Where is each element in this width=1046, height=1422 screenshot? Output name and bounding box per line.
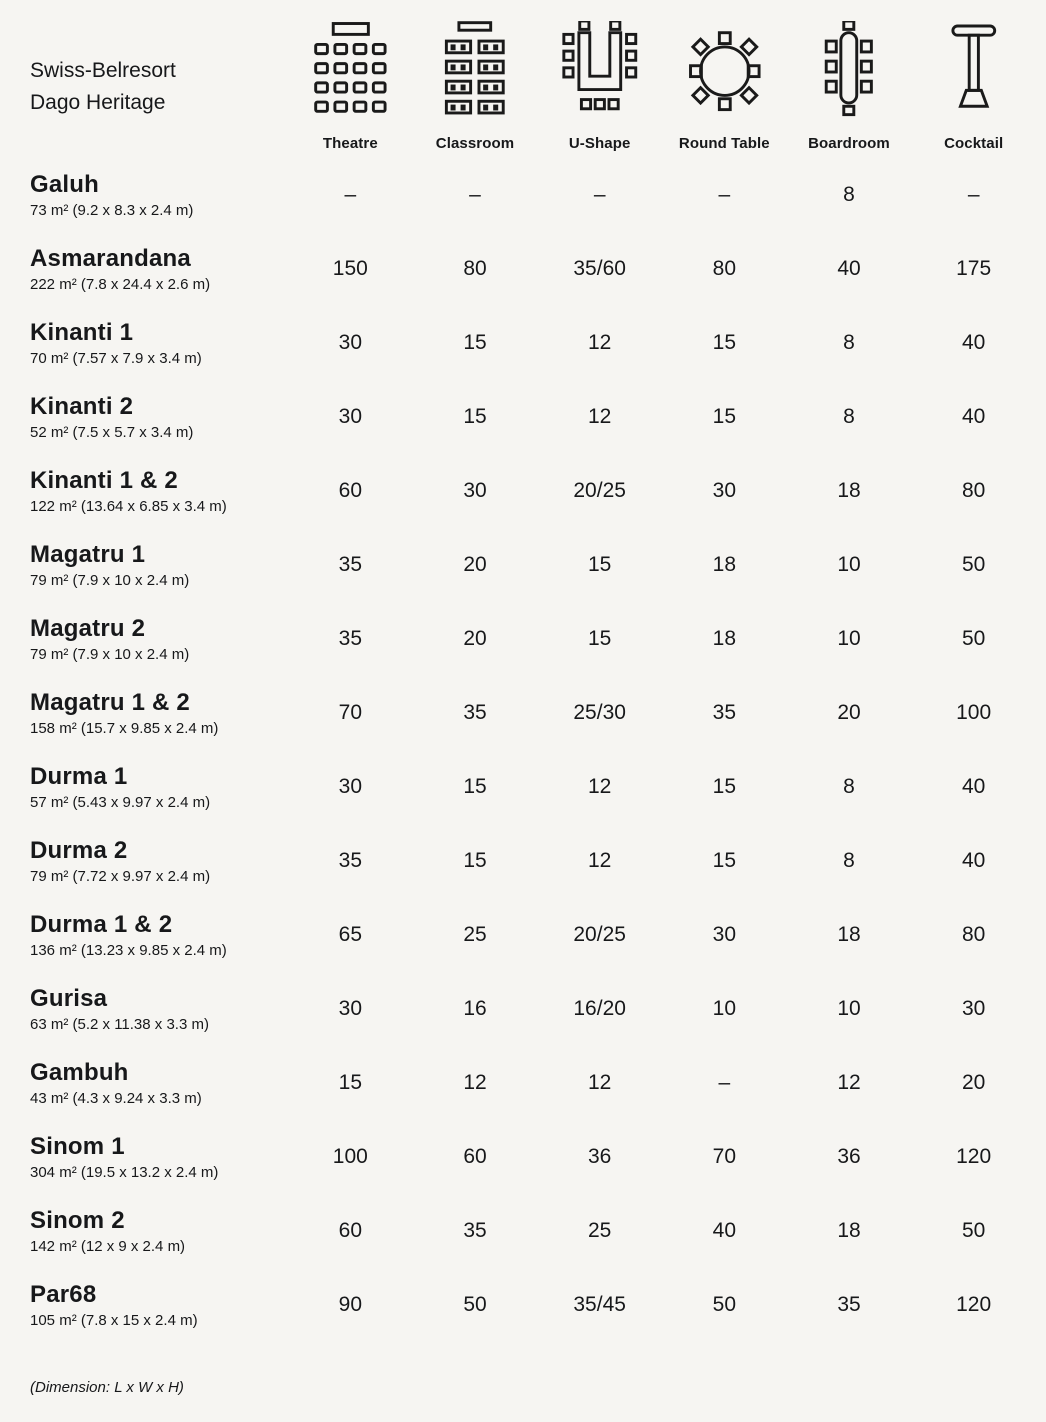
column-label: Cocktail (944, 135, 1004, 152)
column-label: U-Shape (568, 135, 631, 152)
capacity-value: 35 (712, 701, 736, 724)
capacity-value: 50 (961, 1219, 986, 1242)
column-header-u-shape (537, 0, 662, 158)
room-name: Magatru 1 (30, 541, 146, 568)
capacity-value: 30 (338, 405, 362, 428)
capacity-value: 20/25 (573, 479, 626, 502)
capacity-value: 10 (837, 997, 861, 1020)
room-name: Gurisa (30, 985, 108, 1012)
capacity-value: 150 (332, 257, 368, 280)
room-name: Sinom 1 (30, 1133, 125, 1160)
capacity-value: 15 (463, 849, 487, 872)
room-name: Kinanti 1 (30, 319, 134, 346)
u-shape-icon (558, 21, 642, 123)
capacity-value: 15 (463, 405, 487, 428)
room-name: Durma 2 (30, 837, 128, 864)
room-name: Asmarandana (30, 245, 191, 272)
table-row (30, 1194, 1036, 1268)
table-row (30, 454, 1036, 528)
capacity-value: 12 (837, 1071, 861, 1094)
capacity-value: 30 (712, 923, 736, 946)
capacity-value: 35 (338, 627, 362, 650)
room-cell (30, 319, 288, 367)
table-row (30, 380, 1036, 454)
room-cell (30, 467, 288, 515)
room-cell (30, 393, 288, 441)
table-row (30, 972, 1036, 1046)
column-header-round-table (662, 0, 787, 158)
capacity-value: 100 (956, 701, 992, 724)
footer (30, 1342, 1036, 1422)
room-dimension: 43 m² (4.3 x 9.24 x 3.3 m) (30, 1090, 202, 1107)
capacity-value: – (469, 183, 481, 206)
capacity-value: 18 (837, 1219, 861, 1242)
capacity-value: 15 (712, 775, 736, 798)
room-name: Kinanti 2 (30, 393, 134, 420)
round-table-icon (683, 21, 767, 123)
capacity-value: 16 (463, 997, 487, 1020)
room-name: Durma 1 (30, 763, 128, 790)
table-row (30, 1046, 1036, 1120)
room-cell (30, 541, 288, 589)
room-name: Magatru 2 (30, 615, 146, 642)
room-name: Par68 (30, 1281, 97, 1308)
capacity-value: 8 (843, 775, 855, 798)
room-dimension: 52 m² (7.5 x 5.7 x 3.4 m) (30, 424, 194, 441)
cocktail-icon (932, 21, 1016, 123)
column-header-cocktail (911, 0, 1036, 158)
capacity-value: 70 (338, 701, 362, 724)
capacity-value: 36 (837, 1145, 861, 1168)
capacity-value: 10 (837, 627, 861, 650)
column-header-classroom (413, 0, 538, 158)
capacity-value: 36 (587, 1145, 612, 1168)
capacity-value: 12 (587, 849, 612, 872)
capacity-value: 20 (837, 701, 861, 724)
capacity-value: 80 (961, 479, 986, 502)
room-cell (30, 615, 288, 663)
capacity-value: 12 (587, 405, 612, 428)
capacity-value: 60 (463, 1145, 487, 1168)
capacity-value: 35/60 (573, 257, 626, 280)
hotel-name (30, 55, 288, 158)
room-dimension: 73 m² (9.2 x 8.3 x 2.4 m) (30, 202, 194, 219)
capacity-value: 60 (338, 479, 362, 502)
column-header-theatre (288, 0, 413, 158)
capacity-table (30, 158, 1036, 1342)
capacity-value: 25/30 (573, 701, 626, 724)
capacity-value: 50 (463, 1293, 487, 1316)
capacity-value: 10 (837, 553, 861, 576)
capacity-value: 8 (843, 405, 855, 428)
capacity-value: 50 (961, 553, 986, 576)
table-row (30, 1120, 1036, 1194)
capacity-value: 30 (338, 997, 362, 1020)
room-dimension: 222 m² (7.8 x 24.4 x 2.6 m) (30, 276, 211, 293)
capacity-value: – (718, 183, 731, 206)
room-name: Galuh (30, 171, 100, 198)
capacity-value: 15 (587, 627, 612, 650)
capacity-value: 35 (463, 701, 487, 724)
capacity-value: 15 (587, 553, 612, 576)
capacity-value: 30 (712, 479, 736, 502)
capacity-value: 100 (332, 1145, 368, 1168)
capacity-value: 70 (712, 1145, 736, 1168)
table-row (30, 528, 1036, 602)
capacity-value: 16/20 (573, 997, 626, 1020)
capacity-value: 175 (956, 257, 992, 280)
room-dimension: 79 m² (7.9 x 10 x 2.4 m) (30, 572, 190, 589)
capacity-value: 30 (338, 331, 362, 354)
column-label: Boardroom (808, 135, 890, 152)
capacity-value: – (967, 183, 980, 206)
capacity-value: 18 (837, 923, 861, 946)
capacity-value: – (718, 1071, 731, 1094)
capacity-value: 25 (463, 923, 487, 946)
column-header-boardroom (787, 0, 912, 158)
capacity-value: 20 (463, 553, 487, 576)
column-label: Classroom (435, 135, 515, 152)
room-dimension: 105 m² (7.8 x 15 x 2.4 m) (30, 1312, 198, 1329)
room-dimension: 79 m² (7.72 x 9.97 x 2.4 m) (30, 868, 211, 885)
dimension-note: (Dimension: L x W x H) (30, 1379, 184, 1396)
capacity-value: 80 (463, 257, 487, 280)
capacity-value: 12 (587, 331, 612, 354)
capacity-value: 20 (961, 1071, 986, 1094)
capacity-value: 25 (587, 1219, 612, 1242)
capacity-value: 10 (712, 997, 736, 1020)
table-row (30, 602, 1036, 676)
capacity-value: 35 (338, 849, 362, 872)
capacity-value: 35 (463, 1219, 487, 1242)
room-cell (30, 689, 288, 737)
table-row (30, 306, 1036, 380)
table-row (30, 158, 1036, 232)
capacity-value: 18 (837, 479, 861, 502)
table-row (30, 232, 1036, 306)
capacity-value: 12 (587, 1071, 612, 1094)
column-label: Round Table (678, 135, 770, 152)
capacity-value: 30 (961, 997, 986, 1020)
room-dimension: 122 m² (13.64 x 6.85 x 3.4 m) (30, 498, 227, 515)
capacity-value: 60 (338, 1219, 362, 1242)
hotel-name-line2: Dago Heritage (30, 90, 166, 114)
capacity-value: 40 (712, 1219, 736, 1242)
capacity-value: 50 (961, 627, 986, 650)
room-name: Gambuh (30, 1059, 129, 1086)
table-header (30, 0, 1036, 158)
capacity-value: 15 (712, 405, 736, 428)
capacity-value: 65 (338, 923, 362, 946)
capacity-value: 35 (837, 1293, 861, 1316)
capacity-value: – (344, 183, 357, 206)
table-row (30, 898, 1036, 972)
room-dimension: 304 m² (19.5 x 13.2 x 2.4 m) (30, 1164, 219, 1181)
room-dimension: 57 m² (5.43 x 9.97 x 2.4 m) (30, 794, 211, 811)
room-dimension: 136 m² (13.23 x 9.85 x 2.4 m) (30, 942, 227, 959)
capacity-value: 80 (961, 923, 986, 946)
room-dimension: 70 m² (7.57 x 7.9 x 3.4 m) (30, 350, 202, 367)
capacity-value: 15 (712, 849, 736, 872)
capacity-value: 35/45 (573, 1293, 626, 1316)
room-name: Sinom 2 (30, 1207, 125, 1234)
room-cell (30, 985, 288, 1033)
capacity-value: 18 (712, 627, 736, 650)
table-row (30, 676, 1036, 750)
capacity-value: 120 (956, 1293, 992, 1316)
capacity-value: 80 (712, 257, 736, 280)
room-dimension: 63 m² (5.2 x 11.38 x 3.3 m) (30, 1016, 209, 1033)
room-dimension: 79 m² (7.9 x 10 x 2.4 m) (30, 646, 190, 663)
capacity-value: 20 (463, 627, 487, 650)
room-dimension: 158 m² (15.7 x 9.85 x 2.4 m) (30, 720, 219, 737)
capacity-value: 15 (463, 331, 487, 354)
capacity-value: – (593, 183, 606, 206)
capacity-value: 40 (961, 849, 986, 872)
capacity-value: 12 (463, 1071, 487, 1094)
capacity-value: 40 (837, 257, 861, 280)
room-cell (30, 171, 288, 219)
capacity-value: 15 (338, 1071, 362, 1094)
capacity-value: 30 (338, 775, 362, 798)
theatre-icon (309, 21, 393, 123)
capacity-value: 12 (587, 775, 612, 798)
capacity-value: 120 (956, 1145, 992, 1168)
capacity-value: 40 (961, 775, 986, 798)
room-cell (30, 837, 288, 885)
capacity-value: 90 (338, 1293, 362, 1316)
capacity-value: 40 (961, 405, 986, 428)
room-name: Kinanti 1 & 2 (30, 467, 178, 494)
room-cell (30, 1059, 288, 1107)
table-row (30, 824, 1036, 898)
boardroom-icon (807, 21, 891, 123)
capacity-value: 20/25 (573, 923, 626, 946)
capacity-value: 15 (712, 331, 736, 354)
capacity-value: 8 (843, 183, 855, 206)
table-row (30, 750, 1036, 824)
capacity-value: 18 (712, 553, 736, 576)
capacity-value: 8 (843, 331, 855, 354)
hotel-name-line1: Swiss-Belresort (30, 59, 176, 82)
room-cell (30, 1281, 288, 1329)
capacity-value: 40 (961, 331, 986, 354)
room-cell (30, 1207, 288, 1255)
column-label: Theatre (322, 135, 378, 152)
capacity-value: 15 (463, 775, 487, 798)
room-name: Magatru 1 & 2 (30, 689, 190, 716)
room-name: Durma 1 & 2 (30, 911, 173, 938)
room-cell (30, 911, 288, 959)
capacity-value: 50 (712, 1293, 736, 1316)
room-cell (30, 245, 288, 293)
capacity-value: 30 (463, 479, 487, 502)
classroom-icon (433, 21, 517, 123)
room-cell (30, 1133, 288, 1181)
room-dimension: 142 m² (12 x 9 x 2.4 m) (30, 1238, 186, 1255)
capacity-value: 8 (843, 849, 855, 872)
room-cell (30, 763, 288, 811)
table-row (30, 1268, 1036, 1342)
capacity-value: 35 (338, 553, 362, 576)
